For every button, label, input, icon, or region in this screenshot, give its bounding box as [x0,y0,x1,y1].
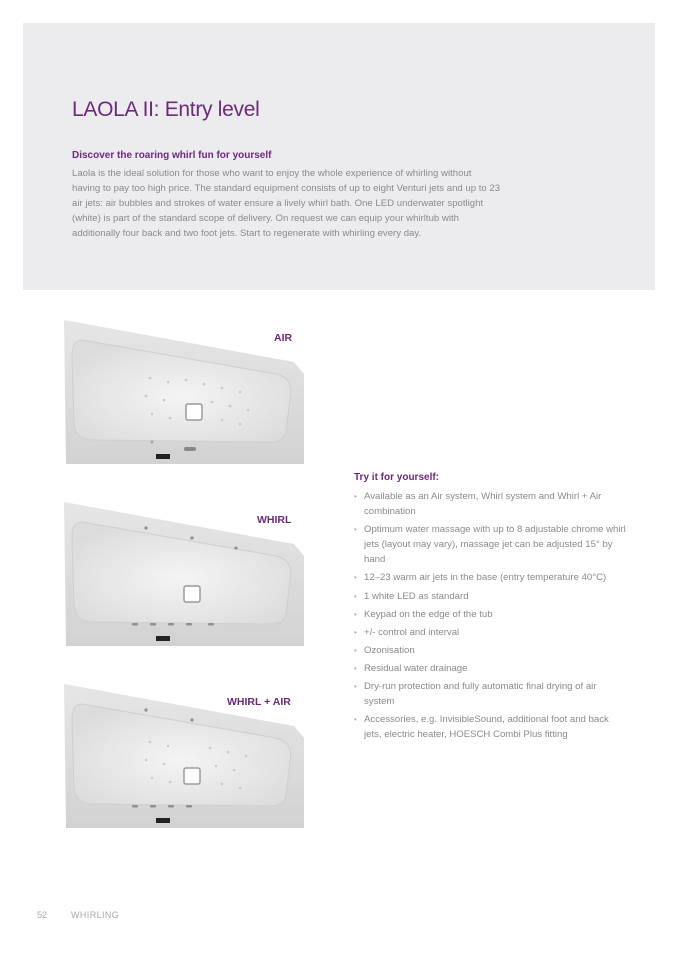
list-item: • Residual water drainage [354,661,626,676]
list-item: • Available as an Air system, Whirl system and Whirl + Air combination [354,489,626,519]
page-number: 52 [37,910,48,920]
list-item: • 12–23 warm air jets in the base (entry temperature 40°C) [354,570,626,585]
features-heading: Try it for yourself: [354,472,440,483]
tub-label-whirl: WHIRL [257,514,292,526]
list-item: • Dry-run protection and fully automatic final drying of air system [354,679,626,709]
page-title: LAOLA II: Entry level [72,98,260,121]
tub-label-air: AIR [274,332,293,344]
features-list [354,489,626,745]
tub-label-whirl-air: WHIRL + AIR [227,696,291,708]
list-item: • Optimum water massage with up to 8 adjustable chrome whirl jets (layout may vary), massage jet can be adjusted 15° by hand [354,522,626,567]
tub-image-whirl [62,498,306,648]
list-item: • Accessories, e.g. InvisibleSound, additional foot and back jets, electric heater, HOESCH Combi Plus fitting [354,712,626,742]
intro-paragraph: Laola is the ideal solution for those who want to enjoy the whole experience of whirling without having to pay too high price. The standard equipment consists of up to eight Venturi jets and up to 23 air jets: air bubbles and strokes of water ensure a lively whirl bath. One LED underwater spotlight (white) is part of the standard scope of delivery. On request we can equip your whirltub with additionally four back and two foot jets. Start to regenerate with whirling every day. [72,168,501,240]
footer-section: WHIRLING [71,910,120,920]
list-item: • 1 white LED as standard [354,589,626,604]
intro-heading: Discover the roaring whirl fun for yourself [72,150,272,161]
list-item: • Keypad on the edge of the tub [354,607,626,622]
list-item: • Ozonisation [354,643,626,658]
list-item: • +/- control and interval [354,625,626,640]
tub-image-air [62,316,306,466]
tub-image-whirl-air [62,680,306,830]
bathtub-air-illustration [62,316,306,466]
